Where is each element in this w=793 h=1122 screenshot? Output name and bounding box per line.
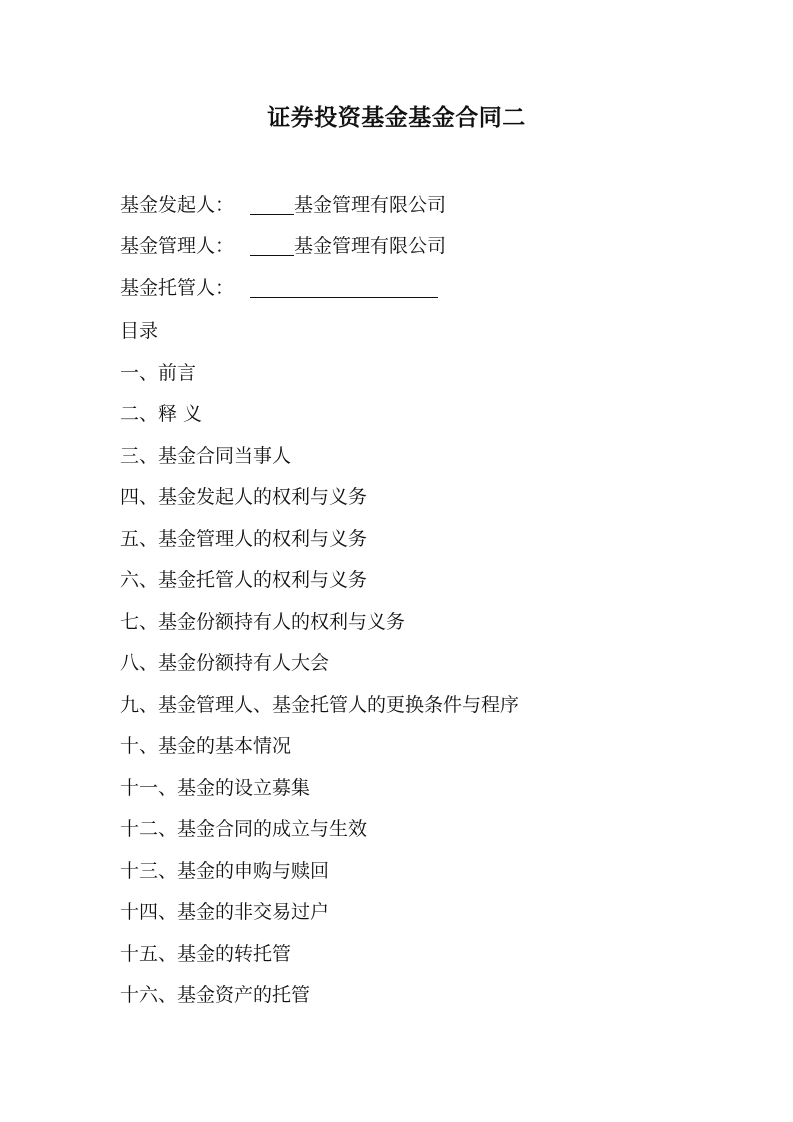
document-title: 证券投资基金基金合同二 <box>267 105 526 131</box>
toc-item: 二、释 义 <box>120 403 203 426</box>
party-label: 基金托管人： <box>120 276 235 299</box>
party-row-custodian <box>120 267 446 309</box>
toc-item: 十六、基金资产的托管 <box>120 984 311 1007</box>
toc-item: 十五、基金的转托管 <box>120 942 292 965</box>
parties-section <box>120 184 446 309</box>
toc-item: 九、基金管理人、基金托管人的更换条件与程序 <box>120 693 520 716</box>
toc-item: 六、基金托管人的权利与义务 <box>120 569 368 592</box>
toc-item: 五、基金管理人的权利与义务 <box>120 527 368 550</box>
toc-item: 一、前言 <box>120 361 197 384</box>
fill-blank <box>250 236 294 256</box>
toc-heading: 目录 <box>120 320 159 343</box>
toc-item: 十、基金的基本情况 <box>120 735 292 758</box>
party-label: 基金发起人： <box>120 193 235 216</box>
fill-blank <box>250 278 438 298</box>
toc-item: 十二、基金合同的成立与生效 <box>120 818 368 841</box>
toc-item: 四、基金发起人的权利与义务 <box>120 486 368 509</box>
party-value: 基金管理有限公司 <box>294 193 447 216</box>
toc-item: 三、基金合同当事人 <box>120 444 292 467</box>
toc-item: 十一、基金的设立募集 <box>120 776 311 799</box>
toc-item: 十四、基金的非交易过户 <box>120 901 330 924</box>
party-label: 基金管理人： <box>120 235 235 258</box>
fill-blank <box>250 195 294 215</box>
table-of-contents <box>120 309 519 1015</box>
toc-item: 八、基金份额持有人大会 <box>120 652 330 675</box>
toc-item: 七、基金份额持有人的权利与义务 <box>120 610 406 633</box>
party-row-sponsor <box>120 184 446 226</box>
party-row-manager <box>120 226 446 268</box>
party-value: 基金管理有限公司 <box>294 235 447 258</box>
toc-item: 十三、基金的申购与赎回 <box>120 859 330 882</box>
